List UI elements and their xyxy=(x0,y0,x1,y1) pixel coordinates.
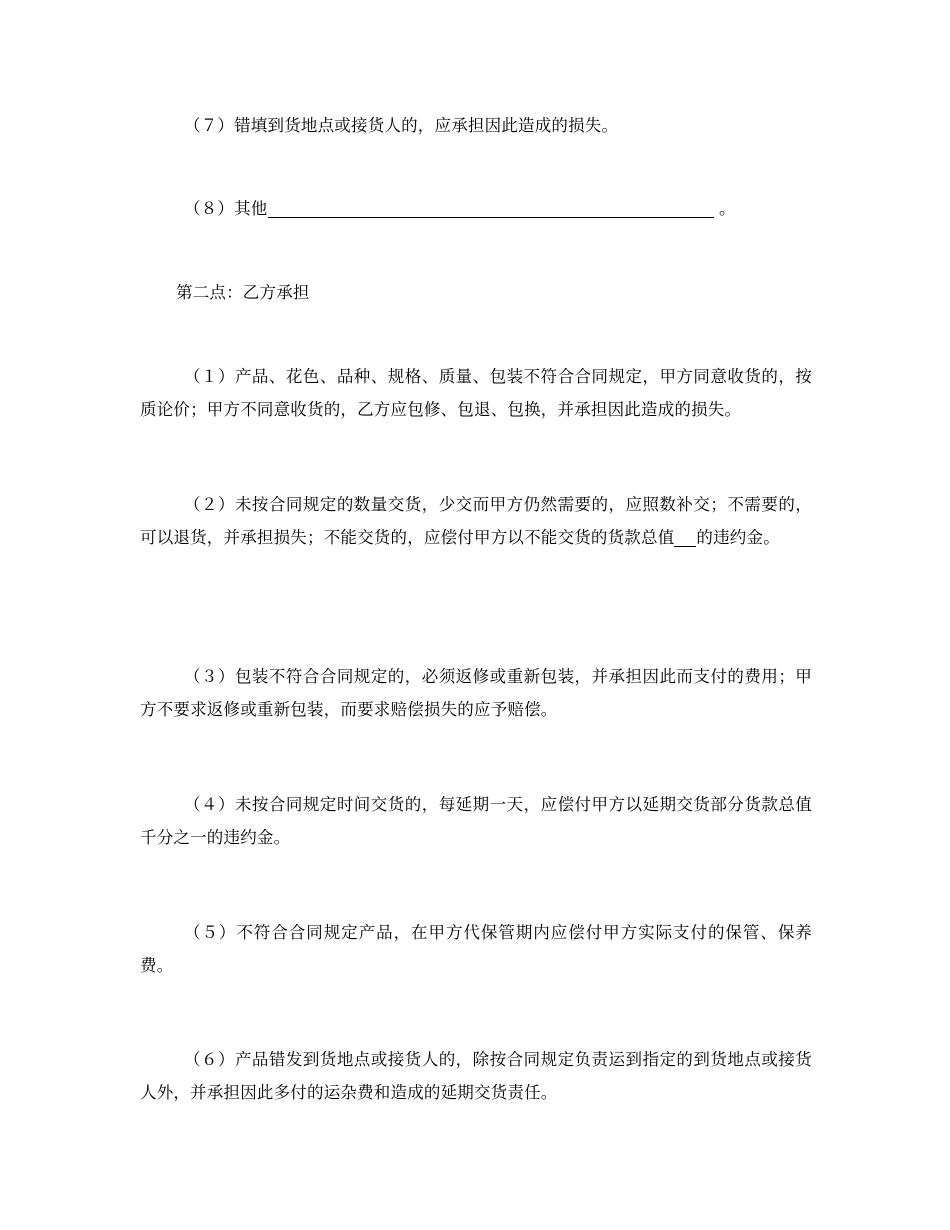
item-2-text-after: 的违约金。 xyxy=(696,528,780,547)
section-two-item-4 xyxy=(140,788,812,854)
item-3-text: （３）包装不符合合同规定的，必须返修或重新包装，并承担因此而支付的费用；甲方不要求返修或重新包装，而要求赔偿损失的应予赔偿。 xyxy=(140,667,812,719)
section-two-item-3 xyxy=(140,660,812,726)
item-2-text-before: （２）未按合同规定的数量交货，少交而甲方仍然需要的，应照数补交；不需要的，可以退货，并承担损失；不能交货的，应偿付甲方以不能交货的货款总值 xyxy=(140,495,812,547)
section-two-item-2 xyxy=(140,488,812,554)
section-two-item-5 xyxy=(140,916,812,982)
clause-8-suffix: 。 xyxy=(713,199,736,218)
item-1-text: （１）产品、花色、品种、规格、质量、包装不符合合同规定，甲方同意收货的，按质论价；甲方不同意收货的，乙方应包修、包退、包换，并承担因此造成的损失。 xyxy=(140,367,812,419)
section-two-heading-text: 第二点：乙方承担 xyxy=(176,283,310,302)
item-5-text: （５）不符合合同规定产品，在甲方代保管期内应偿付甲方实际支付的保管、保养费。 xyxy=(140,923,812,975)
clause-8-prefix: （８）其他 xyxy=(184,199,268,218)
clause-7-text: （７）错填到货地点或接货人的，应承担因此造成的损失。 xyxy=(184,116,619,135)
section-two-item-6 xyxy=(140,1043,812,1109)
section-two-heading xyxy=(140,276,812,309)
item-6-text: （６）产品错发到货地点或接货人的，除按合同规定负责运到指定的到货地点或接货人外，并承担因此多付的运杂费和造成的延期交货责任。 xyxy=(140,1050,812,1102)
clause-8 xyxy=(140,192,812,225)
section-two-item-1 xyxy=(140,360,812,426)
fill-in-blank-penalty-rate xyxy=(674,528,696,547)
clause-7 xyxy=(140,109,812,142)
fill-in-blank-other xyxy=(268,199,714,218)
item-4-text: （４）未按合同规定时间交货的，每延期一天，应偿付甲方以延期交货部分货款总值千分之一的违约金。 xyxy=(140,795,812,847)
